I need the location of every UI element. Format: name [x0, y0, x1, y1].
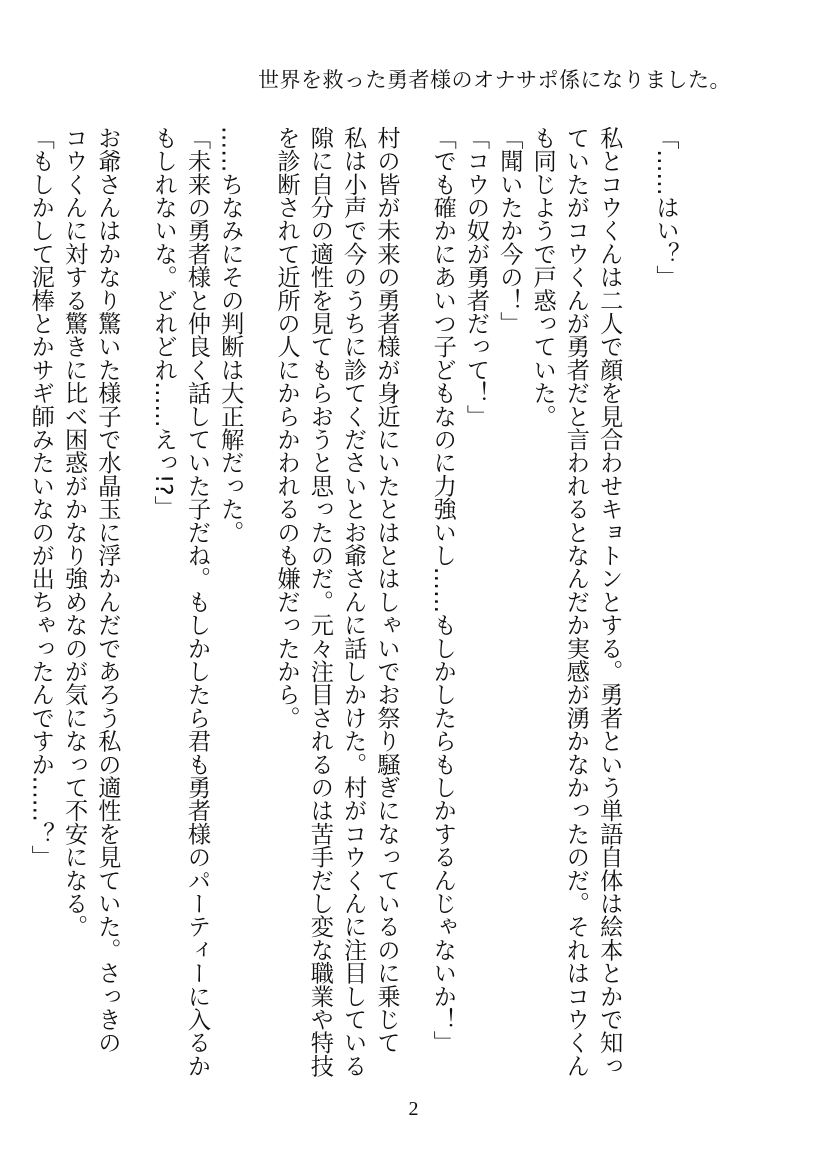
text-line: 隙に自分の適性を見てもらおうと思ったのだ。元々注目されるのは苦手だし変な職業や特技 — [306, 126, 334, 1078]
text-line: 村の皆が未来の勇者様が身近にいたとはとはしゃいでお祭り騒ぎになっているのに乗じて — [372, 126, 400, 1054]
text-line: ……ちなみにその判断は大正解だった。 — [216, 126, 244, 544]
text-line: 「未来の勇者様と仲良く話していた子だね。もしかしたら君も勇者様のパーティーに入るか — [183, 126, 211, 1078]
running-header: 世界を救った勇者様のオナサポ係になりました。 — [258, 68, 731, 92]
text-line: 私とコウくんは二人で顔を見合わせキョトンとする。勇者という単語自体は絵本とかで知っ — [595, 126, 623, 1078]
text-line: 「もしかして泥棒とかサギ師みたいなのが出ちゃったんですか……？」 — [27, 126, 55, 869]
text-line: 「……はい？」 — [652, 126, 679, 289]
text-line: お爺さんはかなり驚いた様子で水晶玉に浮かんだであろう私の適性を見ていた。さっきの — [93, 126, 121, 1054]
text-line: ていたがコウくんが勇者だと言われるとなんだか実感が湧かなかったのだ。それはコウくん — [562, 126, 590, 1078]
text-line: を診断されて近所の人にからかわれるのも嫌だったから。 — [273, 126, 301, 730]
page-number: 2 — [408, 1098, 419, 1120]
text-line: もしれないな。どれどれ……えっ!?」 — [150, 126, 178, 519]
text-line: コウくんに対する驚きに比べ困惑がかなり強めなのが気になって不安になる。 — [60, 126, 88, 938]
vertical-text-body — [27, 126, 682, 1078]
text-line: 「コウの奴が勇者だって！」 — [462, 126, 490, 428]
text-line: 「聞いたか今の！」 — [495, 126, 523, 335]
text-line: 私は小声で今のうちに診てくださいとお爺さんに話しかけた。村がコウくんに注目している — [339, 126, 367, 1078]
text-line: も同じようで戸惑っていた。 — [529, 126, 557, 428]
text-line: 「でも確かにあいつ子どもなのに力強いし……もしかしたらもしかするんじゃないか！」 — [429, 126, 457, 1054]
